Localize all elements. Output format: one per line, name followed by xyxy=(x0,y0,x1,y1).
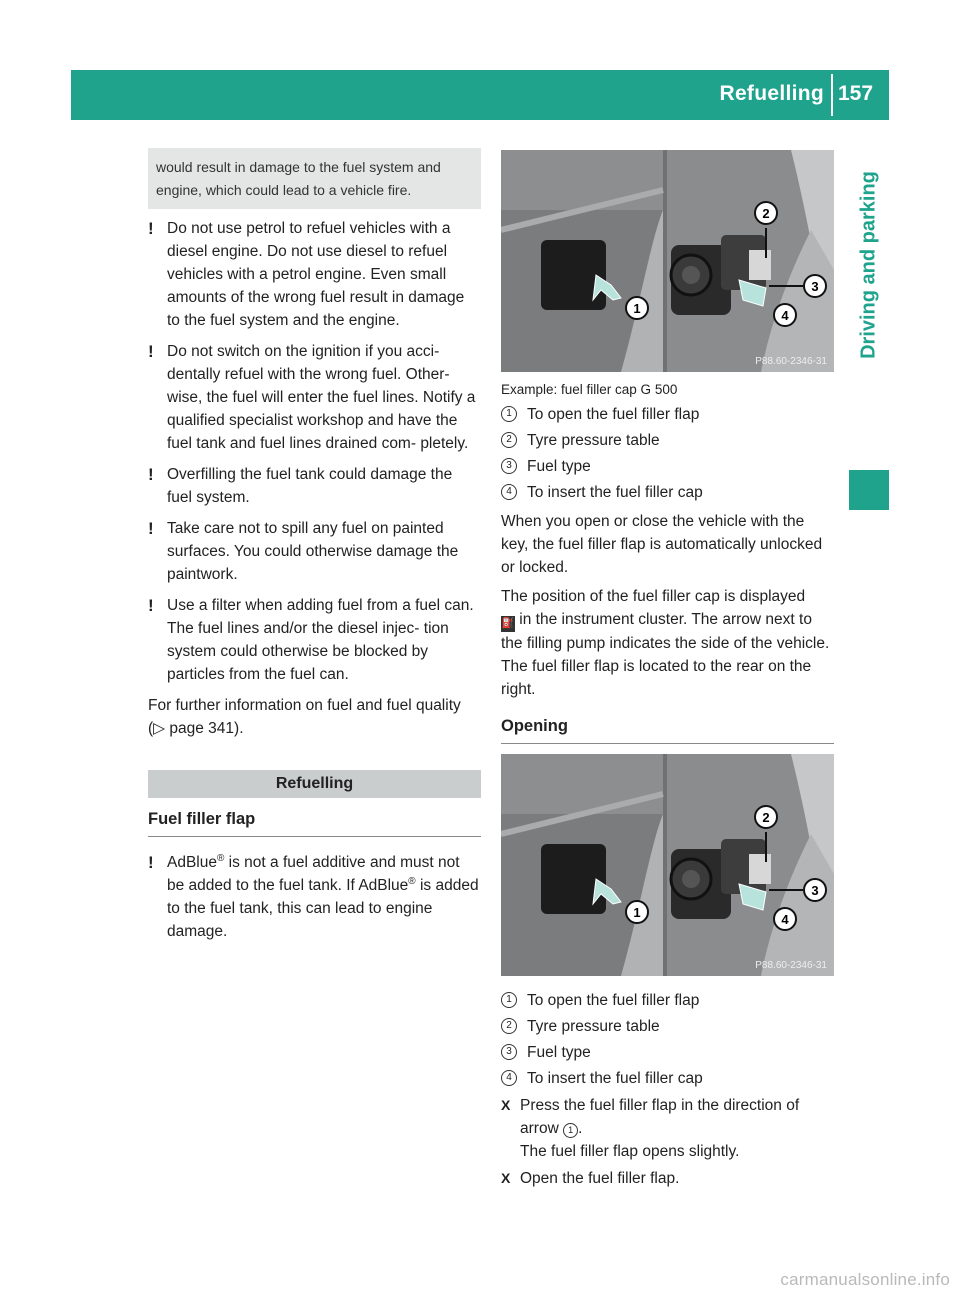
section-title: Refuelling xyxy=(719,82,824,105)
warning-box: would result in damage to the fuel system and engine, which could lead to a vehicle fire. xyxy=(148,148,481,209)
fuel-filler-photo-2 xyxy=(501,754,834,976)
paragraph-text: The position of the fuel filler cap is displayed xyxy=(501,588,806,605)
note-text: Do not use petrol to refuel vehicles with a diesel engine. Do not use diesel to refuel vehicles with a petrol engine. Even small amounts of the wrong fuel result in damage to the fuel system and the engine. xyxy=(167,220,465,329)
legend-text: Fuel type xyxy=(527,1044,591,1061)
legend-item xyxy=(501,455,834,478)
legend-number: 1 xyxy=(501,992,517,1008)
page-number: 157 xyxy=(838,82,874,105)
legend-number: 4 xyxy=(501,484,517,500)
svg-text:1: 1 xyxy=(633,905,641,920)
svg-text:2: 2 xyxy=(762,810,770,825)
note xyxy=(148,463,481,509)
left-column xyxy=(148,148,481,951)
legend-number: 3 xyxy=(501,458,517,474)
legend-number: 1 xyxy=(501,406,517,422)
note-text: Overfilling the fuel tank could damage the fuel system. xyxy=(167,466,453,506)
legend-item xyxy=(501,429,834,452)
note-text: Do not switch on the ignition if you acci- dentally refuel with the wrong fuel. Other- wise, the fuel will enter the fuel lines. Notify a qualified specialist workshop and have the fuel tank and fuel lines drained com- pletely. xyxy=(167,343,476,452)
adblue-text-1: AdBlue xyxy=(167,854,217,871)
svg-text:4: 4 xyxy=(781,912,789,927)
note-text: Take care not to spill any fuel on painted surfaces. You could otherwise damage the paintwork. xyxy=(167,520,459,583)
caution-icon: ! xyxy=(148,465,154,484)
watermark: carmanualsonline.info xyxy=(780,1270,950,1289)
registered-mark: ® xyxy=(408,875,416,887)
step-result: The fuel filler flap opens slightly. xyxy=(520,1143,740,1160)
callout-3 xyxy=(804,275,826,297)
svg-text:3: 3 xyxy=(811,883,819,898)
note xyxy=(148,517,481,586)
step-text: Open the fuel filler flap. xyxy=(520,1170,680,1187)
fuel-filler-photo xyxy=(501,150,834,372)
legend-item xyxy=(501,989,834,1012)
legend-number: 4 xyxy=(501,1070,517,1086)
svg-text:2: 2 xyxy=(762,206,770,221)
caution-icon: ! xyxy=(148,219,154,238)
legend-text: To open the fuel filler flap xyxy=(527,992,700,1009)
callout-4 xyxy=(774,304,796,326)
svg-text:1: 1 xyxy=(633,301,641,316)
step-marker-icon: X xyxy=(501,1097,511,1113)
registered-mark: ® xyxy=(216,852,225,864)
legend-text: To insert the fuel filler cap xyxy=(527,484,703,501)
legend-item xyxy=(501,1015,834,1038)
legend-item xyxy=(501,403,834,426)
legend-number: 2 xyxy=(501,1018,517,1034)
adblue-note xyxy=(148,851,481,943)
side-marker xyxy=(849,470,889,510)
instruction-step xyxy=(501,1167,834,1190)
note xyxy=(148,340,481,455)
step-text: Press the fuel filler flap in the direction of arrow xyxy=(520,1097,800,1137)
legend-item xyxy=(501,481,834,504)
photo-code: P88.60-2346-31 xyxy=(755,960,827,971)
side-tab xyxy=(849,150,889,380)
section-bar: Refuelling xyxy=(148,770,481,798)
further-info: For further information on fuel and fuel quality (▷ page 341). xyxy=(148,697,461,737)
legend-number: 3 xyxy=(501,1044,517,1060)
callout-4 xyxy=(774,908,796,930)
callout-3 xyxy=(804,879,826,901)
note xyxy=(148,594,481,686)
opening-heading: Opening xyxy=(501,715,834,744)
legend-text: To insert the fuel filler cap xyxy=(527,1070,703,1087)
legend-text: To open the fuel filler flap xyxy=(527,406,700,423)
callout-2 xyxy=(755,806,777,828)
paragraph xyxy=(501,585,834,701)
svg-text:4: 4 xyxy=(781,308,789,323)
legend-number: 2 xyxy=(501,432,517,448)
step-text-end: . xyxy=(578,1120,583,1137)
photo-code: P88.60-2346-31 xyxy=(755,356,827,367)
legend-text: Fuel type xyxy=(527,458,591,475)
adblue-text-3: is added to the fuel tank, this can lead to engine damage. xyxy=(167,877,479,940)
inline-callout: 1 xyxy=(563,1123,578,1138)
adblue-text-2: is not a fuel additive and must not be added to the fuel tank. If AdBlue xyxy=(167,854,460,894)
instruction-step xyxy=(501,1094,834,1163)
side-tab-label: Driving and parking xyxy=(857,171,880,359)
caution-icon: ! xyxy=(148,342,154,361)
subheading: Fuel filler flap xyxy=(148,808,481,837)
step-marker-icon: X xyxy=(501,1170,511,1186)
callout-2 xyxy=(755,202,777,224)
header-divider xyxy=(831,74,833,116)
legend-item xyxy=(501,1041,834,1064)
legend-text: Tyre pressure table xyxy=(527,1018,660,1035)
callout-1 xyxy=(626,901,648,923)
paragraph: When you open or close the vehicle with the key, the fuel filler flap is automatically unlocked or locked. xyxy=(501,513,823,576)
caution-icon: ! xyxy=(148,519,154,538)
note xyxy=(148,217,481,332)
paragraph-text: in the instrument cluster. The arrow next to the filling pump indicates the side of the vehicle. The fuel filler flap is located to the rear on the right. xyxy=(501,611,830,698)
right-column xyxy=(501,150,834,1190)
fuel-pump-icon: ⛽ xyxy=(501,616,515,632)
legend-text: Tyre pressure table xyxy=(527,432,660,449)
legend-item xyxy=(501,1067,834,1090)
caution-icon: ! xyxy=(148,596,154,615)
svg-text:3: 3 xyxy=(811,279,819,294)
note-text: Use a filter when adding fuel from a fuel can. The fuel lines and/or the diesel injec- tion system could otherwise be blocked by particles from the fuel can. xyxy=(167,597,474,683)
caution-icon: ! xyxy=(148,853,154,872)
photo-caption: Example: fuel filler cap G 500 xyxy=(501,382,678,397)
callout-1 xyxy=(626,297,648,319)
